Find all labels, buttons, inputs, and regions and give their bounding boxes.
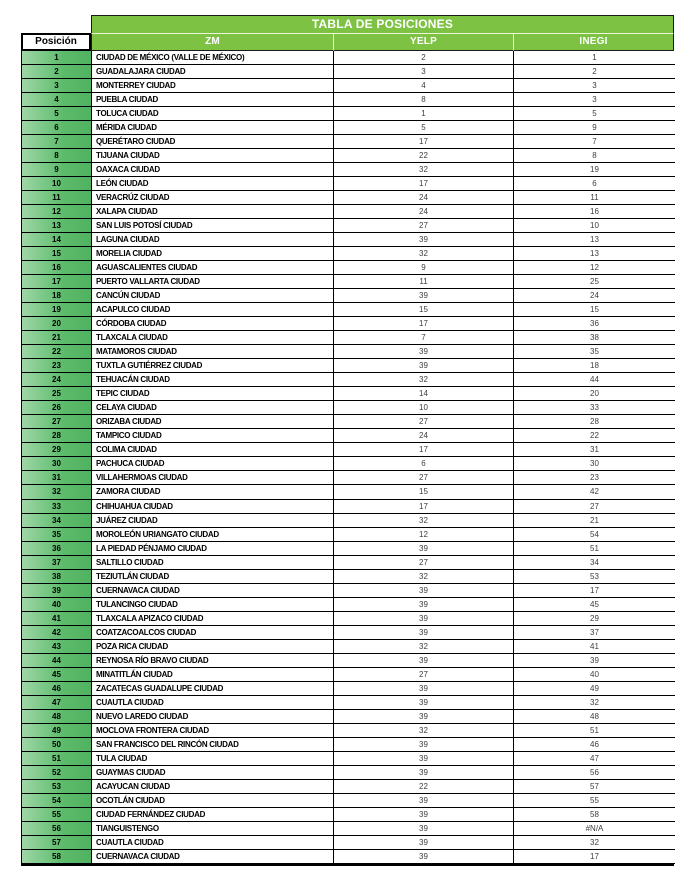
inegi-cell: 57 <box>514 780 675 794</box>
position-cell: 36 <box>22 542 92 556</box>
inegi-cell: #N/A <box>514 822 675 836</box>
city-cell: LEÓN CIUDAD <box>92 177 334 191</box>
inegi-cell: 32 <box>514 836 675 850</box>
yelp-cell: 22 <box>334 780 514 794</box>
city-cell: TUXTLA GUTIÉRREZ CIUDAD <box>92 359 334 373</box>
yelp-cell: 39 <box>334 836 514 850</box>
position-cell: 35 <box>22 528 92 542</box>
city-cell: TEZIUTLÁN CIUDAD <box>92 570 334 584</box>
position-cell: 17 <box>22 275 92 289</box>
city-cell: TEHUACÁN CIUDAD <box>92 373 334 387</box>
inegi-cell: 19 <box>514 163 675 177</box>
city-cell: MÉRIDA CIUDAD <box>92 121 334 135</box>
city-cell: MOCLOVA FRONTERA CIUDAD <box>92 724 334 738</box>
inegi-cell: 28 <box>514 415 675 429</box>
position-cell: 54 <box>22 794 92 808</box>
position-cell: 19 <box>22 303 92 317</box>
position-cell: 13 <box>22 219 92 233</box>
inegi-cell: 24 <box>514 289 675 303</box>
position-cell: 29 <box>22 443 92 457</box>
inegi-cell: 47 <box>514 752 675 766</box>
inegi-cell: 53 <box>514 570 675 584</box>
inegi-cell: 54 <box>514 528 675 542</box>
positions-table <box>21 15 674 866</box>
inegi-cell: 40 <box>514 668 675 682</box>
yelp-cell: 27 <box>334 471 514 485</box>
inegi-cell: 33 <box>514 401 675 415</box>
yelp-cell: 39 <box>334 752 514 766</box>
yelp-cell: 12 <box>334 528 514 542</box>
yelp-cell: 39 <box>334 359 514 373</box>
position-cell: 44 <box>22 654 92 668</box>
position-cell: 50 <box>22 738 92 752</box>
position-cell: 10 <box>22 177 92 191</box>
city-cell: COATZACOALCOS CIUDAD <box>92 626 334 640</box>
position-cell: 22 <box>22 345 92 359</box>
position-cell: 33 <box>22 500 92 514</box>
city-cell: MOROLEÓN URIANGATO CIUDAD <box>92 528 334 542</box>
position-cell: 31 <box>22 471 92 485</box>
inegi-cell: 31 <box>514 443 675 457</box>
position-cell: 30 <box>22 457 92 471</box>
city-cell: MORELIA CIUDAD <box>92 247 334 261</box>
inegi-cell: 23 <box>514 471 675 485</box>
position-cell: 3 <box>22 79 92 93</box>
column-header-zm: ZM <box>91 33 333 51</box>
position-cell: 58 <box>22 850 92 864</box>
city-cell: PUEBLA CIUDAD <box>92 93 334 107</box>
yelp-cell: 10 <box>334 401 514 415</box>
city-cell: TIJUANA CIUDAD <box>92 149 334 163</box>
position-cell: 21 <box>22 331 92 345</box>
city-cell: PACHUCA CIUDAD <box>92 457 334 471</box>
inegi-cell: 3 <box>514 93 675 107</box>
yelp-cell: 39 <box>334 612 514 626</box>
position-cell: 40 <box>22 598 92 612</box>
inegi-cell: 29 <box>514 612 675 626</box>
city-cell: SAN FRANCISCO DEL RINCÓN CIUDAD <box>92 738 334 752</box>
inegi-cell: 27 <box>514 500 675 514</box>
position-cell: 27 <box>22 415 92 429</box>
inegi-cell: 48 <box>514 710 675 724</box>
yelp-cell: 39 <box>334 710 514 724</box>
city-cell: PUERTO VALLARTA CIUDAD <box>92 275 334 289</box>
yelp-cell: 17 <box>334 443 514 457</box>
city-cell: TULA CIUDAD <box>92 752 334 766</box>
city-cell: VERACRÚZ CIUDAD <box>92 191 334 205</box>
yelp-cell: 32 <box>334 514 514 528</box>
yelp-cell: 39 <box>334 822 514 836</box>
position-cell: 48 <box>22 710 92 724</box>
yelp-cell: 39 <box>334 654 514 668</box>
city-cell: OAXACA CIUDAD <box>92 163 334 177</box>
yelp-cell: 32 <box>334 247 514 261</box>
city-cell: SAN LUIS POTOSÍ CIUDAD <box>92 219 334 233</box>
yelp-cell: 24 <box>334 205 514 219</box>
yelp-cell: 1 <box>334 107 514 121</box>
yelp-cell: 15 <box>334 485 514 499</box>
yelp-cell: 39 <box>334 738 514 752</box>
yelp-cell: 14 <box>334 387 514 401</box>
yelp-cell: 27 <box>334 556 514 570</box>
yelp-cell: 2 <box>334 51 514 65</box>
yelp-cell: 32 <box>334 163 514 177</box>
position-cell: 16 <box>22 261 92 275</box>
yelp-cell: 4 <box>334 79 514 93</box>
inegi-cell: 42 <box>514 485 675 499</box>
position-cell: 12 <box>22 205 92 219</box>
position-cell: 8 <box>22 149 92 163</box>
city-cell: NUEVO LAREDO CIUDAD <box>92 710 334 724</box>
yelp-cell: 9 <box>334 261 514 275</box>
inegi-cell: 15 <box>514 303 675 317</box>
city-cell: ACAYUCAN CIUDAD <box>92 780 334 794</box>
city-cell: TLAXCALA CIUDAD <box>92 331 334 345</box>
position-cell: 28 <box>22 429 92 443</box>
position-cell: 46 <box>22 682 92 696</box>
position-cell: 18 <box>22 289 92 303</box>
position-cell: 51 <box>22 752 92 766</box>
inegi-cell: 17 <box>514 584 675 598</box>
yelp-cell: 27 <box>334 219 514 233</box>
position-cell: 32 <box>22 485 92 499</box>
yelp-cell: 32 <box>334 640 514 654</box>
yelp-cell: 8 <box>334 93 514 107</box>
yelp-cell: 17 <box>334 177 514 191</box>
yelp-cell: 6 <box>334 457 514 471</box>
inegi-cell: 12 <box>514 261 675 275</box>
position-cell: 7 <box>22 135 92 149</box>
position-cell: 38 <box>22 570 92 584</box>
city-cell: SALTILLO CIUDAD <box>92 556 334 570</box>
inegi-cell: 3 <box>514 79 675 93</box>
inegi-cell: 11 <box>514 191 675 205</box>
city-cell: MINATITLÁN CIUDAD <box>92 668 334 682</box>
position-cell: 25 <box>22 387 92 401</box>
inegi-cell: 16 <box>514 205 675 219</box>
city-cell: ZAMORA CIUDAD <box>92 485 334 499</box>
position-cell: 56 <box>22 822 92 836</box>
corner-spacer <box>21 15 91 33</box>
city-cell: AGUASCALIENTES CIUDAD <box>92 261 334 275</box>
position-cell: 45 <box>22 668 92 682</box>
city-cell: CUAUTLA CIUDAD <box>92 696 334 710</box>
inegi-cell: 5 <box>514 107 675 121</box>
inegi-cell: 32 <box>514 696 675 710</box>
yelp-cell: 39 <box>334 766 514 780</box>
inegi-cell: 30 <box>514 457 675 471</box>
yelp-cell: 39 <box>334 696 514 710</box>
yelp-cell: 5 <box>334 121 514 135</box>
city-cell: LA PIEDAD PÉNJAMO CIUDAD <box>92 542 334 556</box>
city-cell: CHIHUAHUA CIUDAD <box>92 500 334 514</box>
city-cell: TOLUCA CIUDAD <box>92 107 334 121</box>
inegi-cell: 41 <box>514 640 675 654</box>
position-cell: 6 <box>22 121 92 135</box>
city-cell: CUERNAVACA CIUDAD <box>92 584 334 598</box>
city-cell: TEPIC CIUDAD <box>92 387 334 401</box>
yelp-cell: 32 <box>334 570 514 584</box>
city-cell: MONTERREY CIUDAD <box>92 79 334 93</box>
city-cell: ORIZABA CIUDAD <box>92 415 334 429</box>
yelp-cell: 39 <box>334 682 514 696</box>
inegi-cell: 51 <box>514 542 675 556</box>
position-cell: 5 <box>22 107 92 121</box>
inegi-cell: 37 <box>514 626 675 640</box>
position-cell: 34 <box>22 514 92 528</box>
inegi-cell: 6 <box>514 177 675 191</box>
yelp-cell: 3 <box>334 65 514 79</box>
inegi-cell: 44 <box>514 373 675 387</box>
inegi-cell: 46 <box>514 738 675 752</box>
yelp-cell: 22 <box>334 149 514 163</box>
column-header-inegi: INEGI <box>513 33 674 51</box>
position-cell: 23 <box>22 359 92 373</box>
inegi-cell: 7 <box>514 135 675 149</box>
city-cell: JUÁREZ CIUDAD <box>92 514 334 528</box>
column-header-posicion: Posición <box>21 33 91 51</box>
city-cell: TULANCINGO CIUDAD <box>92 598 334 612</box>
city-cell: CANCÚN CIUDAD <box>92 289 334 303</box>
city-cell: VILLAHERMOAS CIUDAD <box>92 471 334 485</box>
city-cell: CUERNAVACA CIUDAD <box>92 850 334 864</box>
position-cell: 49 <box>22 724 92 738</box>
inegi-cell: 18 <box>514 359 675 373</box>
city-cell: ACAPULCO CIUDAD <box>92 303 334 317</box>
inegi-cell: 17 <box>514 850 675 864</box>
city-cell: GUADALAJARA CIUDAD <box>92 65 334 79</box>
yelp-cell: 17 <box>334 500 514 514</box>
yelp-cell: 32 <box>334 373 514 387</box>
column-header-row <box>21 33 674 51</box>
yelp-cell: 39 <box>334 808 514 822</box>
city-cell: CIUDAD DE MÉXICO (VALLE DE MÉXICO) <box>92 51 334 65</box>
city-cell: LAGUNA CIUDAD <box>92 233 334 247</box>
position-cell: 39 <box>22 584 92 598</box>
position-cell: 15 <box>22 247 92 261</box>
yelp-cell: 11 <box>334 275 514 289</box>
inegi-cell: 2 <box>514 65 675 79</box>
yelp-cell: 24 <box>334 429 514 443</box>
position-cell: 20 <box>22 317 92 331</box>
position-cell: 43 <box>22 640 92 654</box>
city-cell: CUAUTLA CIUDAD <box>92 836 334 850</box>
inegi-cell: 34 <box>514 556 675 570</box>
column-header-yelp: YELP <box>333 33 513 51</box>
inegi-cell: 36 <box>514 317 675 331</box>
position-cell: 42 <box>22 626 92 640</box>
yelp-cell: 24 <box>334 191 514 205</box>
inegi-cell: 21 <box>514 514 675 528</box>
position-cell: 57 <box>22 836 92 850</box>
yelp-cell: 27 <box>334 668 514 682</box>
yelp-cell: 39 <box>334 598 514 612</box>
city-cell: ZACATECAS GUADALUPE CIUDAD <box>92 682 334 696</box>
yelp-cell: 39 <box>334 626 514 640</box>
position-cell: 52 <box>22 766 92 780</box>
inegi-cell: 35 <box>514 345 675 359</box>
city-cell: COLIMA CIUDAD <box>92 443 334 457</box>
city-cell: REYNOSA RÍO BRAVO CIUDAD <box>92 654 334 668</box>
yelp-cell: 32 <box>334 724 514 738</box>
city-cell: XALAPA CIUDAD <box>92 205 334 219</box>
yelp-cell: 39 <box>334 794 514 808</box>
city-cell: CÓRDOBA CIUDAD <box>92 317 334 331</box>
position-cell: 1 <box>22 51 92 65</box>
inegi-cell: 49 <box>514 682 675 696</box>
inegi-cell: 1 <box>514 51 675 65</box>
yelp-cell: 39 <box>334 345 514 359</box>
inegi-cell: 51 <box>514 724 675 738</box>
inegi-cell: 39 <box>514 654 675 668</box>
inegi-cell: 13 <box>514 233 675 247</box>
city-cell: TLAXCALA APIZACO CIUDAD <box>92 612 334 626</box>
yelp-cell: 15 <box>334 303 514 317</box>
table-body <box>21 51 674 866</box>
city-cell: GUAYMAS CIUDAD <box>92 766 334 780</box>
inegi-cell: 9 <box>514 121 675 135</box>
position-cell: 37 <box>22 556 92 570</box>
yelp-cell: 39 <box>334 233 514 247</box>
yelp-cell: 7 <box>334 331 514 345</box>
inegi-cell: 38 <box>514 331 675 345</box>
city-cell: CELAYA CIUDAD <box>92 401 334 415</box>
position-cell: 55 <box>22 808 92 822</box>
city-cell: TAMPICO CIUDAD <box>92 429 334 443</box>
yelp-cell: 39 <box>334 584 514 598</box>
position-cell: 26 <box>22 401 92 415</box>
position-cell: 41 <box>22 612 92 626</box>
yelp-cell: 39 <box>334 542 514 556</box>
inegi-cell: 55 <box>514 794 675 808</box>
position-cell: 11 <box>22 191 92 205</box>
inegi-cell: 25 <box>514 275 675 289</box>
yelp-cell: 39 <box>334 289 514 303</box>
position-cell: 2 <box>22 65 92 79</box>
yelp-cell: 27 <box>334 415 514 429</box>
inegi-cell: 20 <box>514 387 675 401</box>
table-title-row <box>21 15 674 33</box>
position-cell: 53 <box>22 780 92 794</box>
city-cell: TIANGUISTENGO <box>92 822 334 836</box>
inegi-cell: 10 <box>514 219 675 233</box>
inegi-cell: 45 <box>514 598 675 612</box>
yelp-cell: 17 <box>334 135 514 149</box>
city-cell: POZA RICA CIUDAD <box>92 640 334 654</box>
position-cell: 47 <box>22 696 92 710</box>
city-cell: MATAMOROS CIUDAD <box>92 345 334 359</box>
inegi-cell: 56 <box>514 766 675 780</box>
position-cell: 24 <box>22 373 92 387</box>
inegi-cell: 22 <box>514 429 675 443</box>
yelp-cell: 17 <box>334 317 514 331</box>
position-cell: 4 <box>22 93 92 107</box>
position-cell: 9 <box>22 163 92 177</box>
inegi-cell: 13 <box>514 247 675 261</box>
city-cell: QUERÉTARO CIUDAD <box>92 135 334 149</box>
inegi-cell: 58 <box>514 808 675 822</box>
position-cell: 14 <box>22 233 92 247</box>
yelp-cell: 39 <box>334 850 514 864</box>
city-cell: OCOTLÁN CIUDAD <box>92 794 334 808</box>
city-cell: CIUDAD FERNÁNDEZ CIUDAD <box>92 808 334 822</box>
table-title: TABLA DE POSICIONES <box>91 15 674 33</box>
inegi-cell: 8 <box>514 149 675 163</box>
